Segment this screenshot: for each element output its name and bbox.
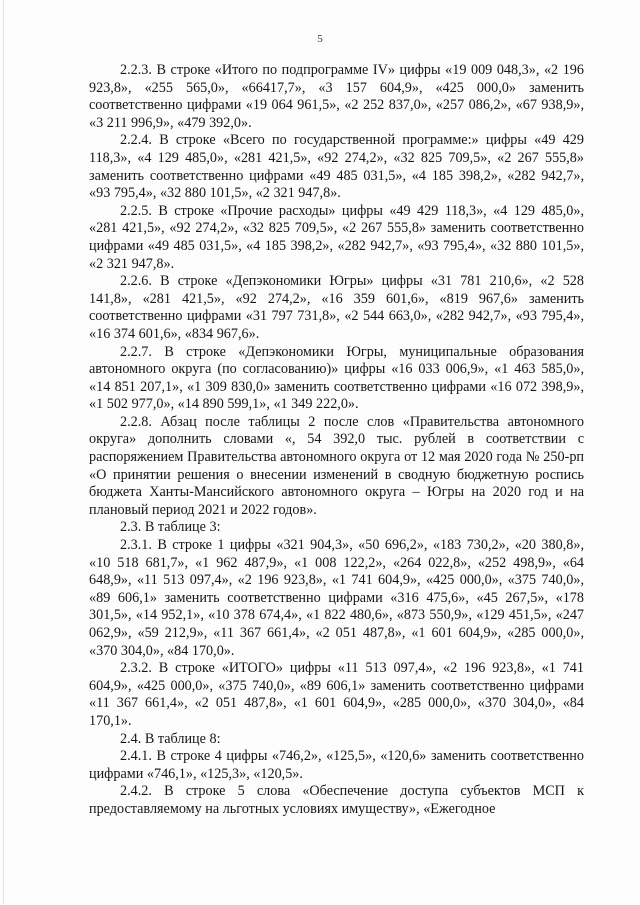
paragraph-2-4-2: 2.4.2. В строке 5 слова «Обеспечение доступа субъектов МСП к предоставляемому на льготных условиях имуществу», «Ежегодное [89, 783, 584, 817]
paragraph-2-2-4: 2.2.4. В строке «Всего по государственной программе:» цифры «49 429 118,3», «4 129 485,0», «281 421,5», «92 274,2», «32 825 709,5», «2 267 555,8» заменить соответственно цифрами «49 485 031,5», «4 185 398,2», «282 942,7», «93 795,4», «32 880 101,5», «2 321 947,8». [89, 132, 584, 202]
paragraph-2-3-2: 2.3.2. В строке «ИТОГО» цифры «11 513 097,4», «2 196 923,8», «1 741 604,9», «425 000,0», «375 740,0», «89 606,1» заменить соответственно цифрами «11 367 661,4», «2 051 487,8», «1 601 604,9», «285 000,0», «370 304,0», «84 170,1». [89, 660, 584, 729]
paragraph-2-4-1: 2.4.1. В строке 4 цифры «746,2», «125,5», «120,6» заменить соответственно цифрами «746,1», «125,3», «120,5». [89, 748, 584, 782]
paragraph-2-2-7: 2.2.7. В строке «Депэкономики Югры, муниципальные образования автономного округа (по согласованию)» цифры «16 033 006,9», «1 463 585,0», «14 851 207,1», «1 309 830,0» заменить соответственно цифрами «16 072 398,9», «1 502 977,0», «14 890 599,1», «1 349 222,0». [89, 343, 584, 413]
paragraph-2-4: 2.4. В таблице 8: [120, 730, 221, 747]
paragraph-2-2-5: 2.2.5. В строке «Прочие расходы» цифры «49 429 118,3», «4 129 485,0», «281 421,5», «92 274,2», «32 825 709,5», «2 267 555,8» заменить соответственно цифрами «49 485 031,5», «4 185 398,2», «282 942,7», «93 795,4», «32 880 101,5», «2 321 947,8». [89, 202, 584, 272]
paragraph-2-2-8: 2.2.8. Абзац после таблицы 2 после слов «Правительства автономного округа» дополнить словами «, 54 392,0 тыс. рублей в соответствии с распоряжением Правительства автономного округа от 12 мая 2020 года № 250-рп «О принятии решения о внесении изменений в сводную бюджетную роспись бюджета Ханты-Мансийского автономного округа – Югры на 2020 год и на плановый период 2021 и 2022 годов». [89, 413, 584, 518]
paragraph-2-3: 2.3. В таблице 3: [120, 519, 221, 536]
paragraph-2-3-1: 2.3.1. В строке 1 цифры «321 904,3», «50 696,2», «183 730,2», «20 380,8», «10 518 681,7», «1 962 487,9», «1 008 122,2», «264 022,8», «252 498,9», «64 648,9», «11 513 097,4», «2 196 923,8», «1 741 604,9», «425 000,0», «375 740,0», «89 606,1» заменить соответственно цифрами «316 475,6», «45 267,5», «178 301,5», «14 952,1», «10 378 674,4», «1 822 480,6», «873 550,9», «129 451,5», «247 062,9», «59 212,9», «11 367 661,4», «2 051 487,8», «1 601 604,9», «285 000,0», «370 304,0», «84 170,0». [89, 537, 584, 659]
paragraph-2-2-3: 2.2.3. В строке «Итого по подпрограмме IV» цифры «19 009 048,3», «2 196 923,8», «255 565,0», «66417,7», «3 157 604,9», «425 000,0» заменить соответственно цифрами «19 064 961,5», «2 252 837,0», «257 086,2», «67 938,9», «3 211 996,9», «479 392,0». [89, 62, 584, 131]
scan-edge-line [3, 0, 4, 905]
document-body [89, 62, 584, 819]
page-number: 5 [317, 33, 323, 45]
paragraph-2-2-6: 2.2.6. В строке «Депэкономики Югры» цифры «31 781 210,6», «2 528 141,8», «281 421,5», «92 274,2», «16 359 601,6», «819 967,6» заменить соответственно цифрами «31 797 731,8», «2 544 663,0», «282 942,7», «93 795,4», «16 374 601,6», «834 967,6». [89, 273, 584, 342]
